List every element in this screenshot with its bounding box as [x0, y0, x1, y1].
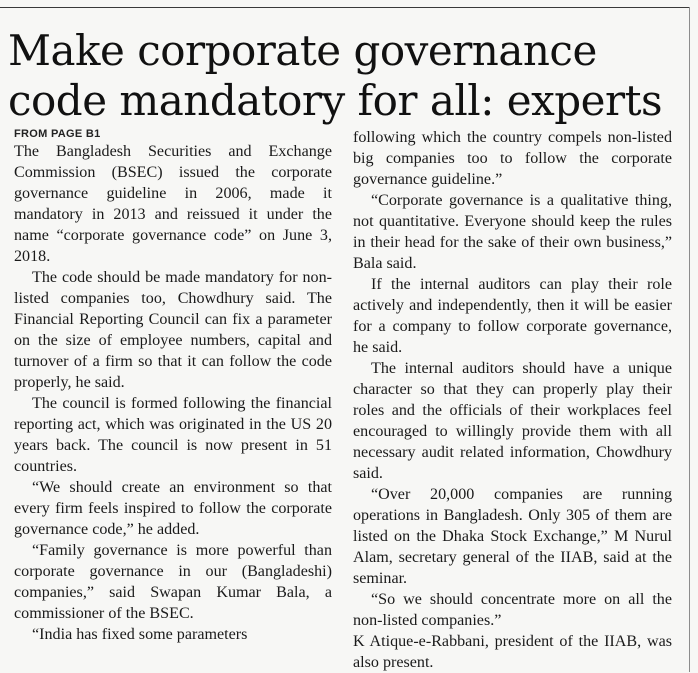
- dateline: FROM PAGE B1: [14, 128, 101, 140]
- paragraph: “Corporate governance is a qualitative thing, not quantitative. Everyone should keep the rules in their head for the sake of their own business,” Bala said.: [353, 192, 672, 272]
- paragraph: The code should be made mandatory for non-listed companies too, Chowdhury said. The Financial Reporting Council can fix a parameter on the size of employee numbers, capital and turnover of a firm so that it can follow the code properly, he said.: [14, 269, 332, 391]
- article-column-left: [14, 127, 332, 645]
- paragraph: K Atique-e-Rabbani, president of the IIAB, was also present.: [353, 633, 672, 671]
- paragraph: “India has fixed some parameters: [32, 626, 248, 643]
- paragraph: “We should create an environment so that every firm feels inspired to follow the corporate governance code,” he added.: [14, 479, 332, 538]
- paragraph: The Bangladesh Securities and Exchange Commission (BSEC) issued the corporate governance guideline in 2006, made it mandatory in 2013 and reissued it under the name “corporate governance code” on June 3, 2018.: [14, 143, 332, 265]
- paragraph: The council is formed following the financial reporting act, which was originated in the US 20 years back. The council is now present in 51 countries.: [14, 395, 332, 475]
- paragraph: “Family governance is more powerful than corporate governance in our (Bangladeshi) companies,” said Swapan Kumar Bala, a commissioner of the BSEC.: [14, 542, 332, 622]
- paragraph: following which the country compels non-listed big companies too to follow the corporate governance guideline.”: [353, 129, 672, 188]
- paragraph: “Over 20,000 companies are running operations in Bangladesh. Only 305 of them are listed on the Dhaka Stock Exchange,” M Nurul Alam, secretary general of the IIAB, said at the seminar.: [353, 486, 672, 587]
- article-column-right: [353, 127, 672, 673]
- paragraph: If the internal auditors can play their role actively and independently, then it will be easier for a company to follow corporate governance, he said.: [353, 276, 672, 356]
- right-divider: [689, 7, 690, 672]
- headline: Make corporate governance code mandatory for all: experts: [8, 26, 663, 125]
- top-divider: [0, 0, 690, 8]
- paragraph: “So we should concentrate more on all the non-listed companies.”: [353, 591, 672, 629]
- paragraph: The internal auditors should have a unique character so that they can properly play their roles and the officials of their workplaces feel encouraged to willingly provide them with all necessary audit related information, Chowdhury said.: [353, 360, 672, 482]
